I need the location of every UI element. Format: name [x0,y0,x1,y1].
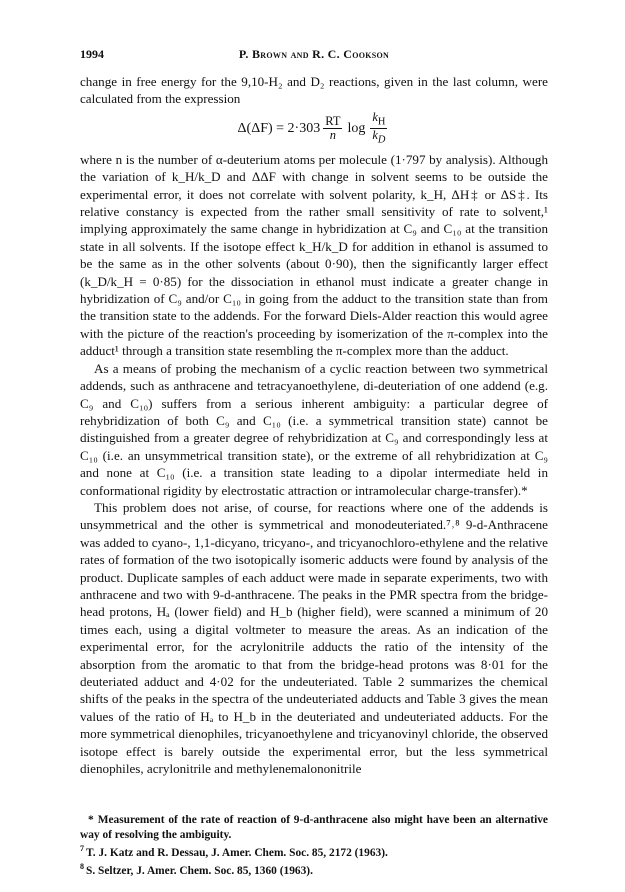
page-number: 1994 [80,47,104,61]
footnotes [80,813,548,879]
footnote-ref-7-marker: 7 [80,844,84,853]
paragraph-continuation: where n is the number of α-deuterium atoms per molecule (1·797 by analysis). Although the variation of k_H/k_D and ΔΔF with change in solvent seems to be outside the experimental error, it does not correlate with solvent polarity, k_H, ΔH‡ or ΔS‡. Its relative constancy is expected from the rather small sensitivity of rate to solvent,¹ implying approximately the same change in hybridization at C₉ and C₁₀ at the transition state in all solvents. If the isotope effect k_H/k_D for addition in ethanol is assumed to be the same as in the other solvents (about 0·90), then the significantly larger effect (k_D/k_H = 0·85) for the dissociation in ethanol must indicate a greater change in hybridization of C₉ and/or C₁₀ in going from the adduct to the transition state than from the transition state to the addends. For the forward Diels-Alder reaction this would agree with the picture of the reaction's proceeding by isomerization of the π-complex into the adduct¹ through a transition state resembling the π-complex more than the adduct. [80,151,548,359]
kd-subscript: D [377,134,386,146]
kh-subscript: H [377,116,386,128]
kh-symbol: k [372,109,378,124]
fraction-numerator: RT [325,114,341,129]
rt-over-n-fraction [323,115,342,142]
footnote-ref-8-marker: 8 [80,862,84,872]
footnote-ref-8 [80,860,548,878]
paragraph-lead: change in free energy for the 9,10-H₂ and D₂ reactions, given in the last column, were calculated from the expression [80,74,548,107]
log-operator: log [347,121,366,137]
body-text [80,73,548,777]
kd-symbol: k [372,128,378,143]
footnote-ref-7 [80,842,548,860]
fraction-denominator: n [329,128,336,143]
footnote-ref-8-text: S. Seltzer, J. Amer. Chem. Soc. 85, 1360 (1963). [86,865,313,878]
paragraph-monodeuteriated: This problem does not arise, of course, for reactions where one of the addends is unsymmetrical and the other is symmetrical and monodeuteriated.⁷˒⁸ 9-d-Anthracene was added to cyano-, 1,1-dicyano, tricyano-, and tricyanochloro-ethylene and the relative rates of formation of the two isotopically isomeric adducts were found by analysis of the product. Duplicate samples of each adduct were made in separate experiments, two with anthracene and two with 9-d-anthracene. The peaks in the PMR spectra from the bridge-head protons, Hₐ (lower field) and H_b (higher field), were scanned a minimum of 20 times each, using a digital voltmeter to measure the areas. As an indication of the experimental error, for the acrylonitrile adducts the ratio of the intensity of the absorption from the aromatic to that from the bridge-head protons was 8·01 for the deuteriated adduct and 4·02 for the undeuteriated. Table 2 summarizes the chemical shifts of the peaks in the spectra of the undeuteriated adducts and Table 3 gives the mean values of the ratio of Hₐ to H_b in the deuteriated and undeuteriated adducts. For the more symmetrical dienophiles, tricyanoethylene and tricyanovinyl chloride, the observed isotope effect is barely outside the experimental error, but the less symmetrical dienophiles, acrylonitrile and methylenemalononitrile [80,499,548,777]
kd-denominator [370,129,387,147]
kh-numerator [370,111,387,130]
footnote-star-text: Measurement of the rate of reaction of 9-d-anthracene also might have been an alternative way of resolving the ambiguity. [80,814,548,841]
footnote-star [80,813,548,842]
footnote-ref-7-text: T. J. Katz and R. Dessau, J. Amer. Chem. Soc. 85, 2172 (1963). [86,846,388,859]
paragraph-mechanism-probe: As a means of probing the mechanism of a cyclic reaction between two symmetrical addends, such as anthracene and tetracyanoethylene, di-deuteriation of one addend (e.g. C₉ and C₁₀) suffers from a serious inherent ambiguity: a particular degree of rehybridization of both C₉ and C₁₀ (i.e. a symmetrical transition state) cannot be distinguished from a greater degree of rehybridization at C₉ and correspondingly less at C₁₀ (i.e. an unsymmetrical transition state), or the extreme of all rehybridization at C₉ and none at C₁₀ (i.e. a transition state leading to a dipolar intermediate held in conformational rigidity by electrostatic attraction or intramolecular charge-transfer).* [80,360,548,498]
running-head-authors: P. Brown and R. C. Cookson [238,47,390,61]
free-energy-equation [80,111,548,147]
kh-over-kd-fraction [370,111,387,147]
equation-lhs: Δ(ΔF) = 2·303 [237,121,321,137]
page-header [80,47,548,63]
footnote-star-marker: * [88,814,94,826]
